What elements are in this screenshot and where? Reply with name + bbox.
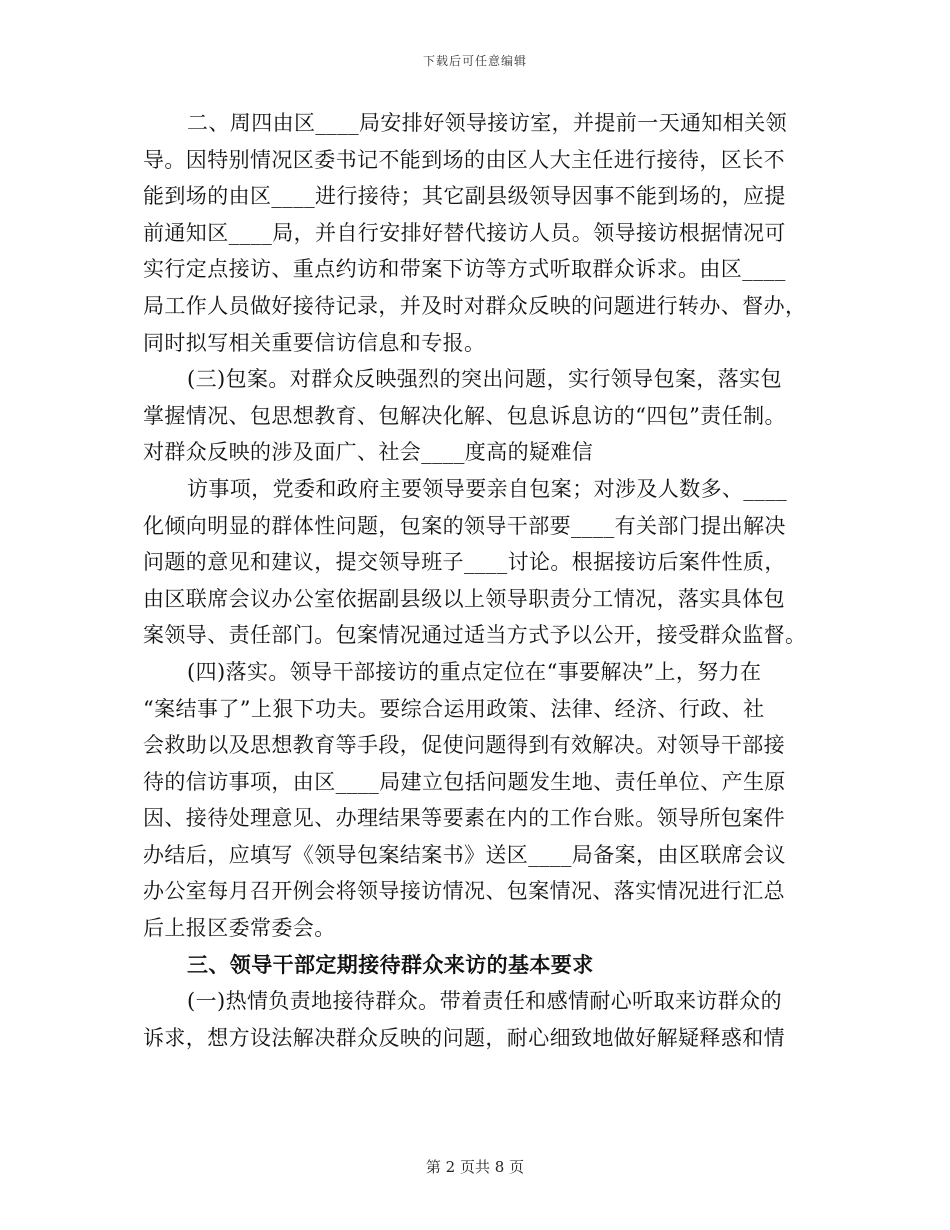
text-line: 掌握情况、包思想教育、包解决化解、包息诉息访的“四包”责任制。 (143, 403, 786, 428)
text-line: 导。因特别情况区委书记不能到场的由区人大主任进行接待，区长不 (143, 147, 785, 172)
text-line: 对群众反映的涉及面广、社会____度高的疑难信 (143, 440, 594, 465)
text-line: 前通知区____局，并自行安排好替代接访人员。领导接访根据情况可 (143, 220, 786, 245)
text-line: 由区联席会议办公室依据副县级以上领导职责分工情况，落实具体包 (143, 586, 785, 611)
text-line: (一)热情负责地接待群众。带着责任和感情耐心听取来访群众的 (187, 989, 782, 1014)
text-line: (四)落实。领导干部接访的重点定位在“事要解决”上，努力在 (187, 659, 762, 684)
text-line: 会救助以及思想教育等手段，促使问题得到有效解决。对领导干部接 (143, 733, 785, 758)
text-line: 二、周四由区____局安排好领导接访室，并提前一天通知相关领 (187, 111, 787, 135)
page-number: 第 2 页共 8 页 (425, 1158, 525, 1176)
text-line: 待的信访事项，由区____局建立包括问题发生地、责任单位、产生原 (143, 769, 786, 794)
text-line: 局工作人员做好接待记录，并及时对群众反映的问题进行转办、督办， (143, 293, 807, 318)
section-heading: 三、领导干部定期接待群众来访的基本要求 (187, 951, 594, 977)
text-line: 实行定点接访、重点约访和带案下访等方式听取群众诉求。由区____ (143, 257, 786, 282)
text-line: 因、接待处理意见、办理结果等要素在内的工作台账。领导所包案件 (143, 806, 785, 831)
text-line: 能到场的由区____进行接待；其它副县级领导因事不能到场的，应提 (143, 184, 786, 209)
text-line: 办结后，应填写《领导包案结案书》送区____局备案，由区联席会议 (143, 842, 786, 867)
page-header: 下载后可任意编辑 (422, 54, 527, 68)
text-line: 办公室每月召开例会将领导接访情况、包案情况、落实情况进行汇总 (143, 879, 785, 904)
text-line: 访事项，党委和政府主要领导要亲自包案；对涉及人数多、____ (187, 476, 787, 501)
text-line: 同时拟写相关重要信访信息和专报。 (143, 330, 486, 355)
text-line: 后上报区委常委会。 (143, 916, 336, 941)
text-line: “案结事了”上狠下功夫。要综合运用政策、法律、经济、行政、社 (143, 696, 765, 721)
text-line: 化倾向明显的群体性问题，包案的领导干部要____有关部门提出解决 (143, 513, 786, 538)
document-body (143, 105, 805, 1056)
text-line: 案领导、责任部门。包案情况通过适当方式予以公开，接受群众监督。 (143, 623, 807, 648)
text-line: 问题的意见和建议，提交领导班子____讨论。根据接访后案件性质， (143, 550, 786, 575)
text-line: 诉求，想方设法解决群众反映的问题，耐心细致地做好解疑释惑和情 (143, 1025, 785, 1050)
text-line: (三)包案。对群众反映强烈的突出问题，实行领导包案，落实包 (187, 367, 782, 392)
